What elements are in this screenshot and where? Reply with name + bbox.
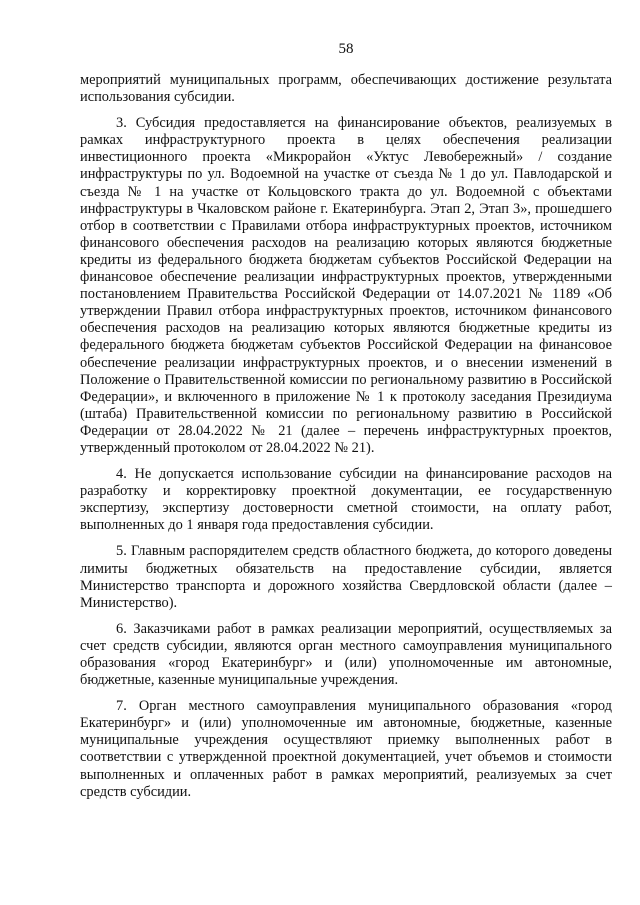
document-page	[80, 40, 612, 810]
paragraph-4: 4. Не допускается использование субсидии на финансирование расходов на разработку и корректировку проектной документации, ее государственную экспертизу, экспертизу достоверности сметной стоимости, на оплату работ, выполненных до 1 января года предоставления субсидии.	[80, 466, 612, 534]
paragraph-6: 6. Заказчиками работ в рамках реализации мероприятий, осуществляемых за счет средств субсидии, являются орган местного самоуправления муниципального образования «город Екатеринбург» и (или) уполномоченные им автономные, бюджетные, казенные муниципальные учреждения.	[80, 620, 612, 689]
page-number: 58	[338, 41, 354, 57]
paragraph-7: 7. Орган местного самоуправления муниципального образования «город Екатеринбург» и (или) уполномоченные им автономные, бюджетные, казенные муниципальные учреждения осуществляют приемку выполненных работ в соответствии с утвержденной проектной документацией, учет объемов и стоимости выполненных и оплаченных работ в рамках мероприятий, реализуемых за счет средств субсидии.	[80, 698, 612, 800]
paragraph-5: 5. Главным распорядителем средств областного бюджета, до которого доведены лимиты бюджетных обязательств на предоставление субсидии, является Министерство транспорта и дорожного хозяйства Свердловской области (далее – Министерство).	[80, 543, 612, 611]
paragraph-continuation: мероприятий муниципальных программ, обеспечивающих достижение результата использования субсидии.	[80, 72, 612, 106]
paragraph-3: 3. Субсидия предоставляется на финансирование объектов, реализуемых в рамках инфраструктурного проекта в целях обеспечения реализации инвестиционного проекта «Микрорайон «Уктус Левобережный» / создание инфраструктуры по ул. Водоемной на участке от съезда № 1 до ул. Павлодарской и съезда № 1 на участке от Кольцовского тракта до ул. Водоемной с объектами инфраструктуры в Чкаловском районе г. Екатеринбурга. Этап 2, Этап 3», прошедшего отбор в соответствии с Правилами отбора инфраструктурных проектов, источником финансового обеспечения расходов на реализацию которых являются бюджетные кредиты из федерального бюджета бюджетам субъектов Российской Федерации на финансовое обеспечение реализации инфраструктурных проектов, утвержденными постановлением Правительства Российской Федерации от 14.07.2021 № 1189 «Об утверждении Правил отбора инфраструктурных проектов, источником финансового обеспечения расходов на реализацию которых являются бюджетные кредиты из федерального бюджета бюджетам субъектов Российской Федерации на финансовое обеспечение реализации инфраструктурных проектов, и о внесении изменений в Положение о Правительственной комиссии по региональному развитию в Российской Федерации», и включенного в приложение № 1 к протоколу заседания Президиума (штаба) Правительственной комиссии по региональному развитию в Российской Федерации от 28.04.2022 № 21 (далее – перечень инфраструктурных проектов, утвержденный протоколом от 28.04.2022 № 21).	[80, 115, 612, 456]
